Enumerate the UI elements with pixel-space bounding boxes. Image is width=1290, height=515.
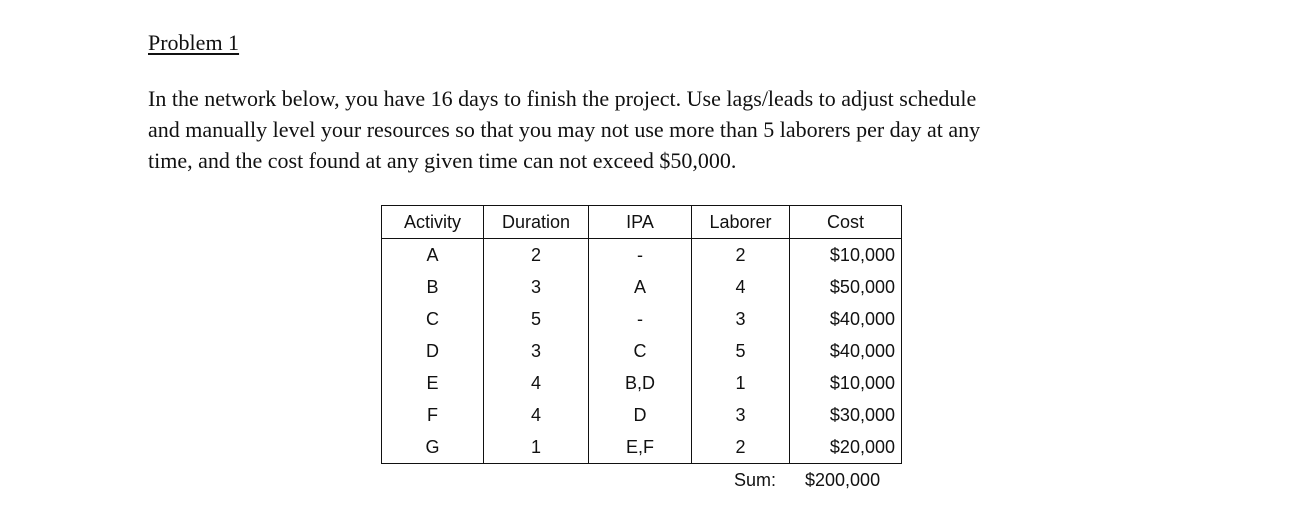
cell-cost: $10,000: [790, 367, 902, 399]
cell-laborer: 2: [692, 431, 790, 464]
cell-cost: $40,000: [790, 303, 902, 335]
header-duration: Duration: [484, 206, 589, 239]
cell-activity: C: [382, 303, 484, 335]
cell-ipa: A: [589, 271, 692, 303]
header-laborer: Laborer: [692, 206, 790, 239]
cell-duration: 4: [484, 399, 589, 431]
cell-ipa: B,D: [589, 367, 692, 399]
statement-line: time, and the cost found at any given time can not exceed $50,000.: [148, 148, 737, 173]
cell-laborer: 4: [692, 271, 790, 303]
table-row: [382, 431, 902, 464]
cell-ipa: D: [589, 399, 692, 431]
cell-duration: 5: [484, 303, 589, 335]
cell-ipa: C: [589, 335, 692, 367]
header-activity: Activity: [382, 206, 484, 239]
cell-ipa: -: [589, 303, 692, 335]
statement-line: In the network below, you have 16 days to finish the project. Use lags/leads to adjust schedule: [148, 86, 977, 111]
cell-laborer: 5: [692, 335, 790, 367]
cell-activity: A: [382, 239, 484, 272]
problem-statement: [148, 83, 1148, 176]
cell-duration: 3: [484, 335, 589, 367]
table-row: [382, 399, 902, 431]
cell-ipa: E,F: [589, 431, 692, 464]
table-row: [382, 303, 902, 335]
cell-duration: 2: [484, 239, 589, 272]
cell-laborer: 3: [692, 399, 790, 431]
cell-cost: $40,000: [790, 335, 902, 367]
cell-cost: $50,000: [790, 271, 902, 303]
cell-cost: $20,000: [790, 431, 902, 464]
cell-activity: B: [382, 271, 484, 303]
sum-value: $200,000: [805, 470, 881, 490]
header-ipa: IPA: [589, 206, 692, 239]
sum-label: Sum:: [734, 470, 777, 490]
cell-activity: F: [382, 399, 484, 431]
table-row: [382, 335, 902, 367]
cell-duration: 4: [484, 367, 589, 399]
cell-laborer: 1: [692, 367, 790, 399]
activity-table: [381, 205, 902, 464]
cell-activity: G: [382, 431, 484, 464]
sum-row: [381, 470, 901, 500]
statement-line: and manually level your resources so that you may not use more than 5 laborers per day at any: [148, 117, 981, 142]
cell-activity: D: [382, 335, 484, 367]
cell-activity: E: [382, 367, 484, 399]
header-cost: Cost: [790, 206, 902, 239]
table-row: [382, 271, 902, 303]
cell-laborer: 2: [692, 239, 790, 272]
cell-duration: 3: [484, 271, 589, 303]
cell-cost: $30,000: [790, 399, 902, 431]
cell-cost: $10,000: [790, 239, 902, 272]
table-row: [382, 367, 902, 399]
cell-duration: 1: [484, 431, 589, 464]
table-row: [382, 239, 902, 272]
problem-heading: Problem 1: [148, 30, 240, 55]
cell-laborer: 3: [692, 303, 790, 335]
table-header-row: [382, 206, 902, 239]
cell-ipa: -: [589, 239, 692, 272]
